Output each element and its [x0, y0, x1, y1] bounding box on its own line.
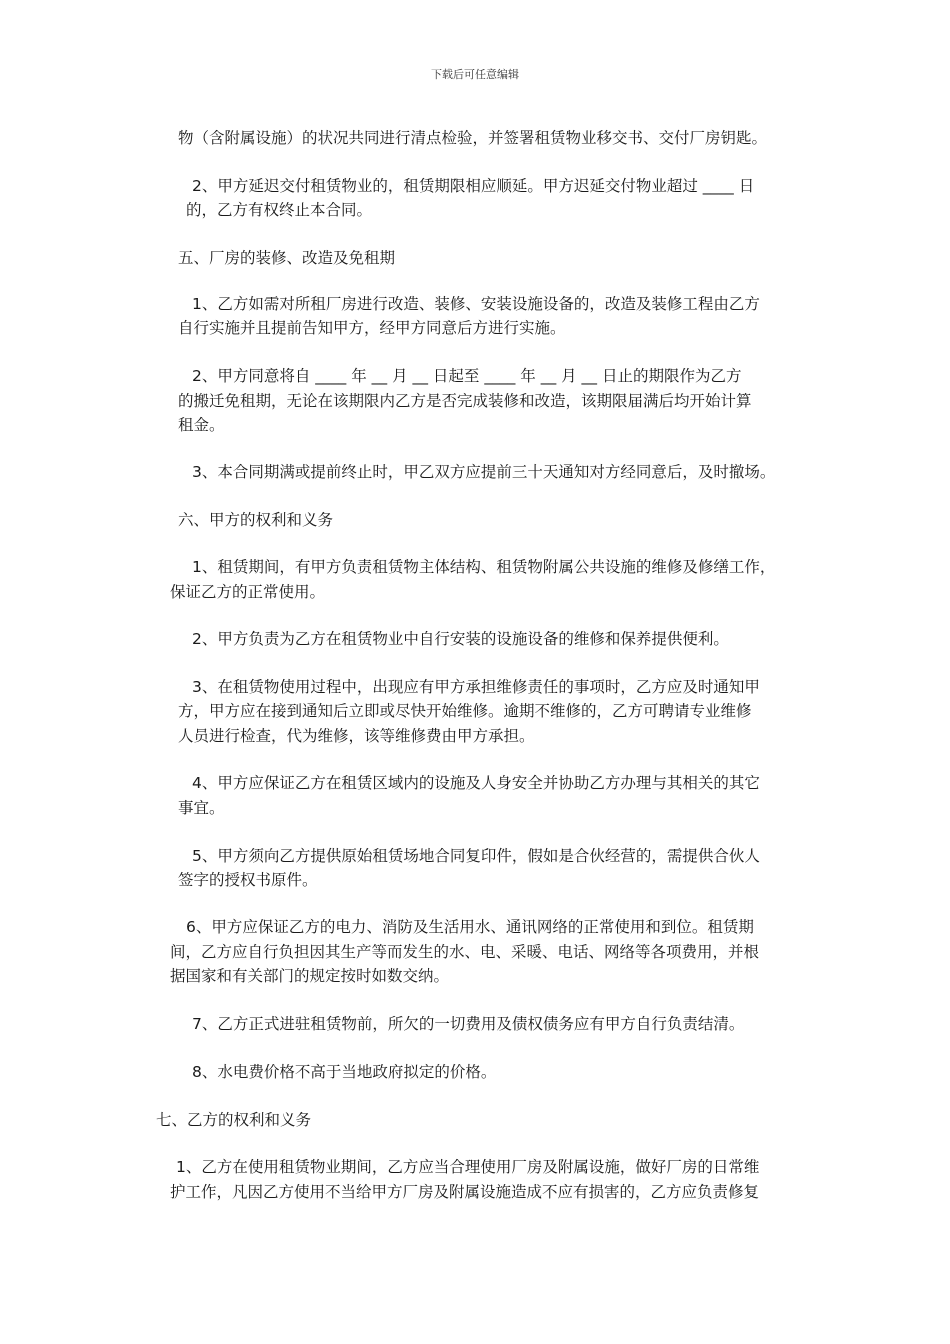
- paragraph-line: 的，乙方有权终止本合同。: [186, 201, 373, 219]
- section-heading: 六、甲方的权利和义务: [178, 511, 334, 529]
- paragraph-line: 护工作，凡因乙方使用不当给甲方厂房及附属设施造成不应有损害的，乙方应负责修复: [170, 1183, 760, 1201]
- page-header: 下载后可任意编辑: [431, 68, 519, 81]
- paragraph-line: 3、本合同期满或提前终止时，甲乙双方应提前三十天通知对方经同意后，及时撤场。: [192, 463, 776, 481]
- section-heading: 七、乙方的权利和义务: [156, 1111, 312, 1129]
- paragraph-line: 8、水电费价格不高于当地政府拟定的价格。: [192, 1063, 497, 1081]
- paragraph-line: 人员进行检查，代为维修，该等维修费由甲方承担。: [178, 727, 535, 745]
- section-heading: 五、厂房的装修、改造及免租期: [178, 249, 396, 267]
- paragraph-line: 间，乙方应自行负担因其生产等而发生的水、电、采暖、电话、网络等各项费用，并根: [170, 943, 760, 961]
- paragraph-line: 自行实施并且提前告知甲方，经甲方同意后方进行实施。: [178, 319, 566, 337]
- paragraph-line: 据国家和有关部门的规定按时如数交纳。: [170, 967, 450, 985]
- paragraph-line: 2、甲方延迟交付租赁物业的，租赁期限相应顺延。甲方迟延交付物业超过 ____ 日: [192, 177, 755, 195]
- paragraph-line: 4、甲方应保证乙方在租赁区域内的设施及人身安全并协助乙方办理与其相关的其它: [192, 774, 760, 792]
- paragraph-line: 1、租赁期间，有甲方负责租赁物主体结构、租赁物附属公共设施的维修及修缮工作，: [192, 558, 776, 576]
- paragraph-line: 6、甲方应保证乙方的电力、消防及生活用水、通讯网络的正常使用和到位。租赁期: [186, 918, 754, 936]
- paragraph-line: 2、甲方同意将自 ____ 年 __ 月 __ 日起至 ____ 年 __ 月 __ 日止的期限作为乙方: [192, 367, 742, 385]
- paragraph-line: 2、甲方负责为乙方在租赁物业中自行安装的设施设备的维修和保养提供便利。: [192, 630, 729, 648]
- paragraph-line: 1、乙方在使用租赁物业期间，乙方应当合理使用厂房及附属设施，做好厂房的日常维: [176, 1158, 760, 1176]
- paragraph-line: 7、乙方正式进驻租赁物前，所欠的一切费用及债权债务应有甲方自行负责结清。: [192, 1015, 745, 1033]
- paragraph-line: 签字的授权书原件。: [178, 871, 318, 889]
- paragraph-line: 5、甲方须向乙方提供原始租赁场地合同复印件，假如是合伙经营的，需提供合伙人: [192, 847, 760, 865]
- paragraph-line: 租金。: [178, 416, 225, 434]
- paragraph-line: 3、在租赁物使用过程中，出现应有甲方承担维修责任的事项时，乙方应及时通知甲: [192, 678, 760, 696]
- paragraph-line: 保证乙方的正常使用。: [170, 583, 326, 601]
- paragraph-line: 的搬迁免租期，无论在该期限内乙方是否完成装修和改造，该期限届满后均开始计算: [178, 392, 752, 410]
- paragraph-line: 1、乙方如需对所租厂房进行改造、装修、安装设施设备的，改造及装修工程由乙方: [192, 295, 760, 313]
- paragraph-line: 物（含附属设施）的状况共同进行清点检验，并签署租赁物业移交书、交付厂房钥匙。: [178, 129, 768, 147]
- paragraph-line: 事宜。: [178, 799, 225, 817]
- paragraph-line: 方，甲方应在接到通知后立即或尽快开始维修。逾期不维修的，乙方可聘请专业维修: [178, 702, 752, 720]
